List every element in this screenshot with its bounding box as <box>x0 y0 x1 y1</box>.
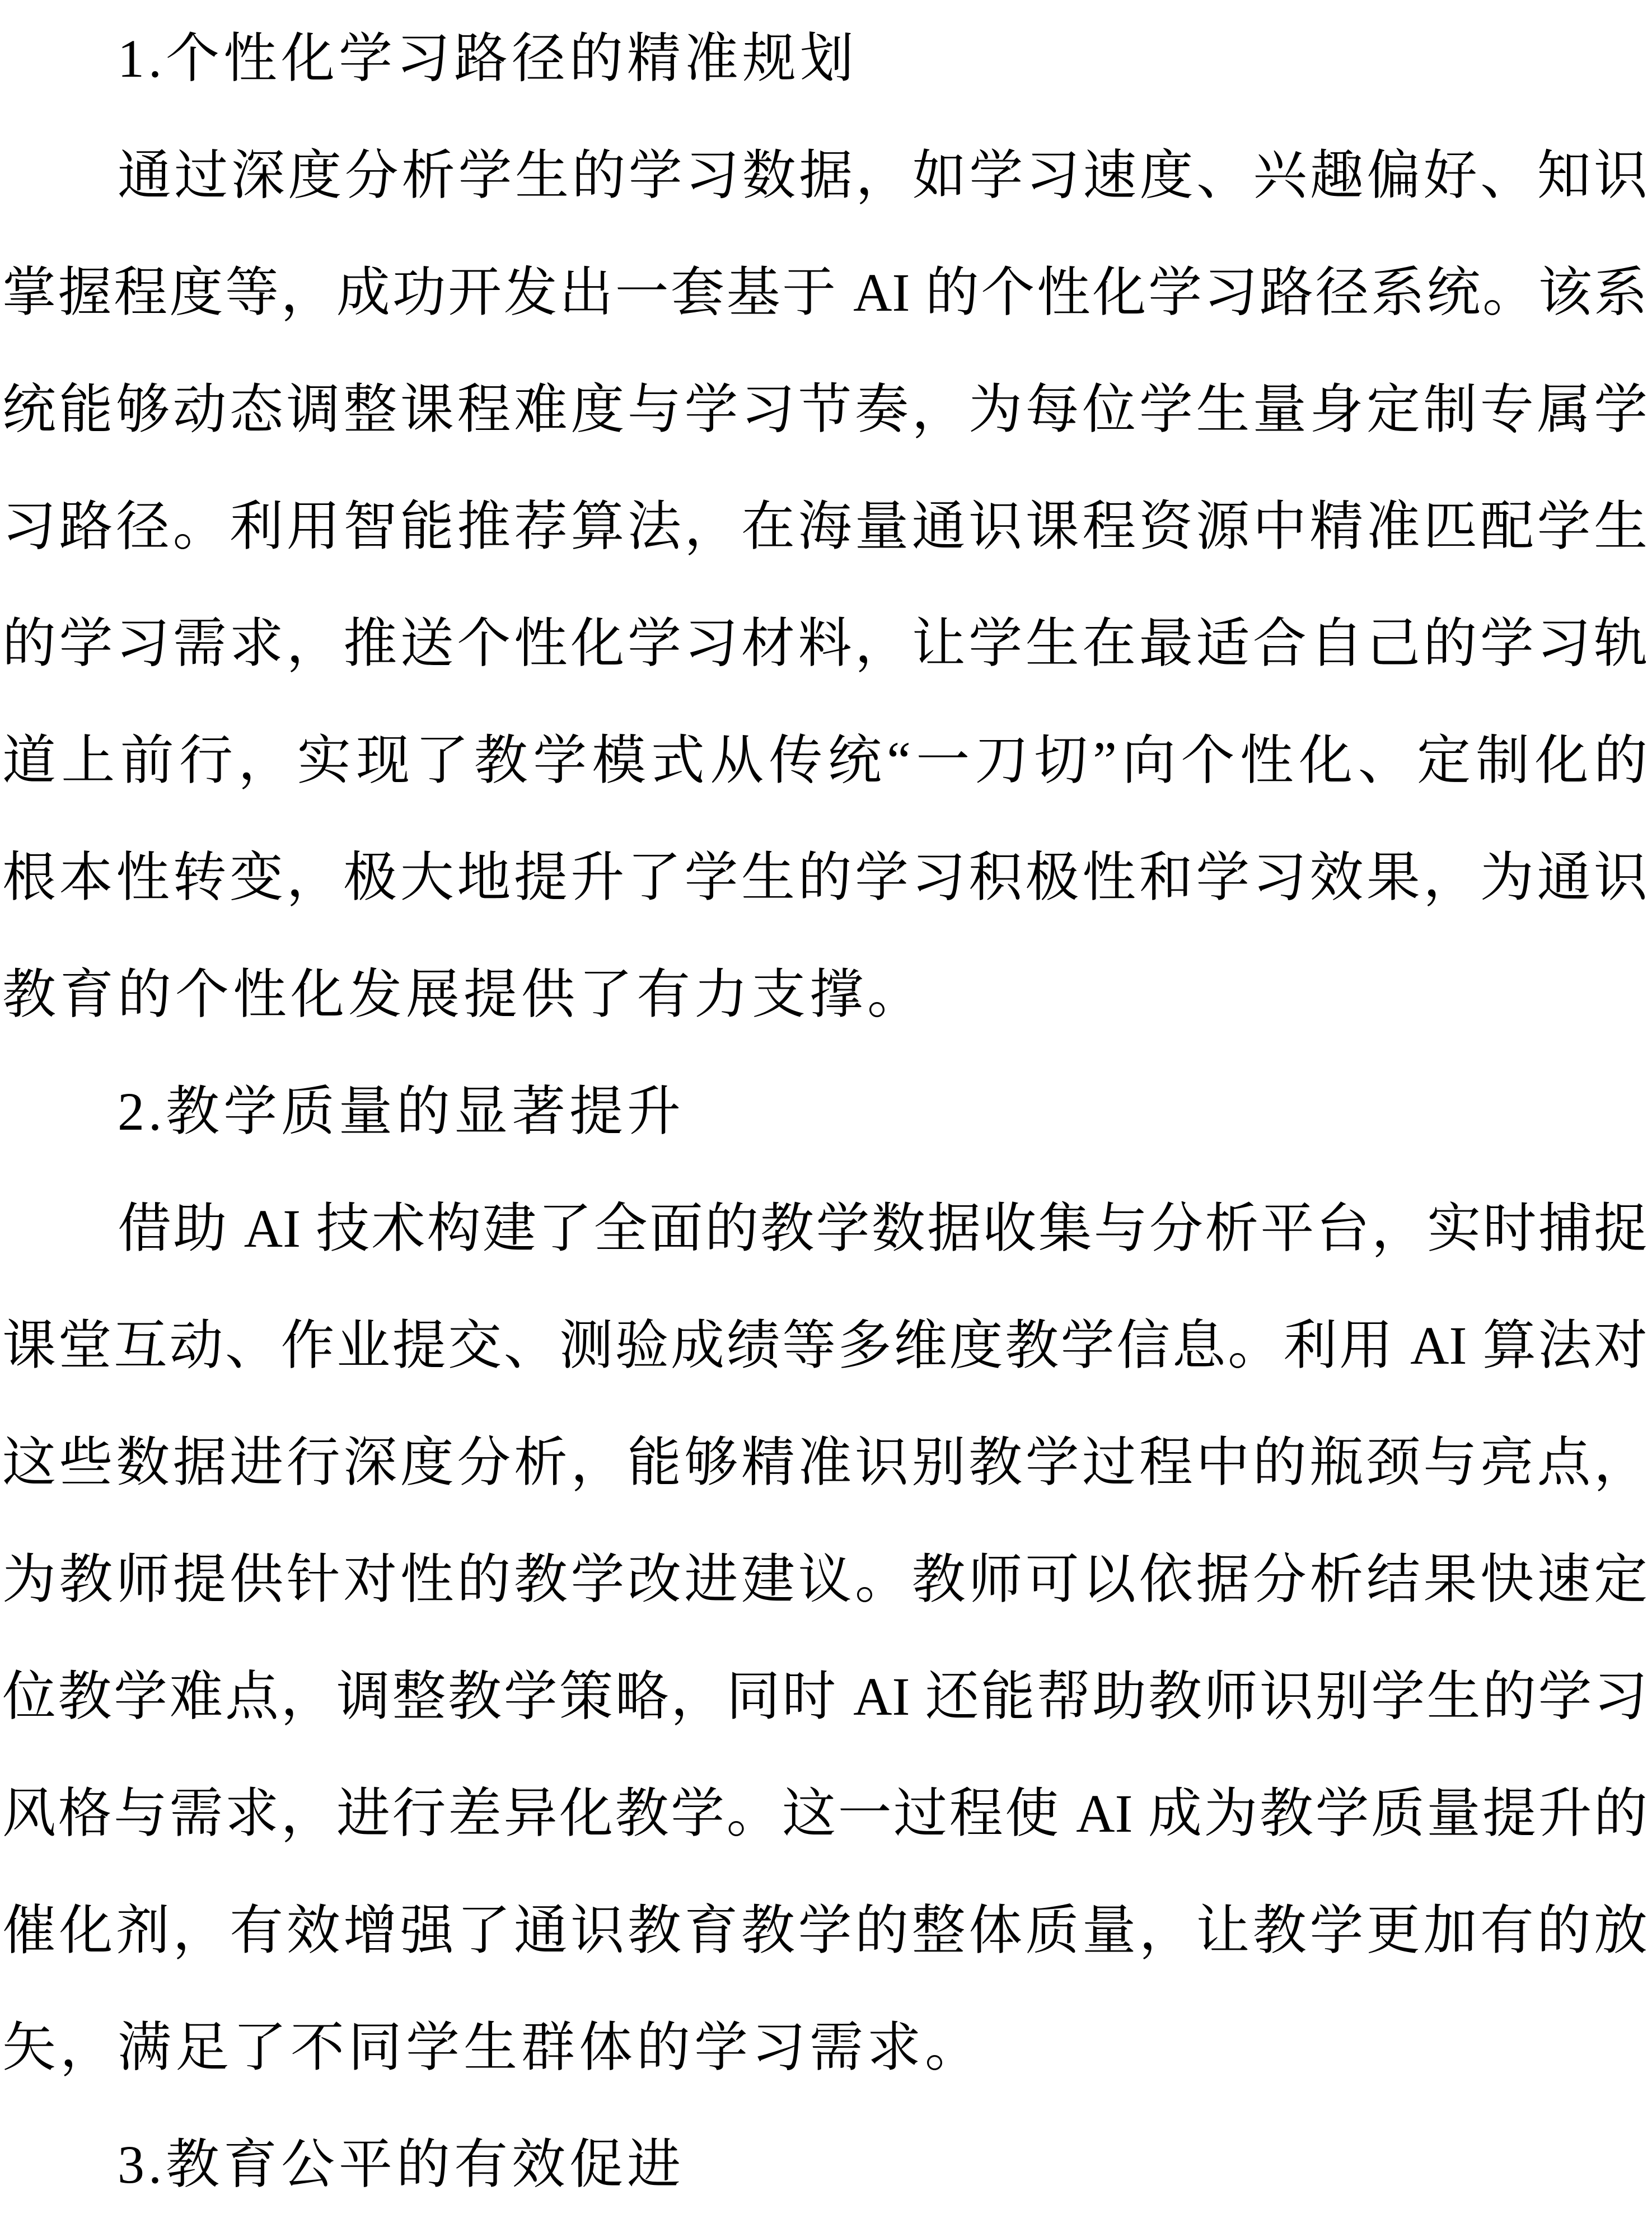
para-2-line-7: 催化剂，有效增强了通识教育教学的整体质量，让教学更加有的放 <box>2 1901 1648 1960</box>
para-1-line-2: 掌握程度等，成功开发出一套基于 AI 的个性化学习路径系统。该系 <box>2 263 1648 322</box>
heading-3: 3.教育公平的有效促进 <box>118 2135 685 2194</box>
para-1-line-4: 习路径。利用智能推荐算法，在海量通识课程资源中精准匹配学生 <box>2 497 1648 556</box>
heading-1: 1.个性化学习路径的精准规划 <box>118 29 858 88</box>
para-2-line-1: 借助 AI 技术构建了全面的教学数据收集与分析平台，实时捕捉 <box>118 1199 1648 1258</box>
para-2-line-5: 位教学难点，调整教学策略，同时 AI 还能帮助教师识别学生的学习 <box>2 1667 1648 1726</box>
para-1-line-1: 通过深度分析学生的学习数据，如学习速度、兴趣偏好、知识 <box>118 146 1648 205</box>
para-1-line-7: 根本性转变，极大地提升了学生的学习积极性和学习效果，为通识 <box>2 848 1648 907</box>
para-1-line-5: 的学习需求，推送个性化学习材料，让学生在最适合自己的学习轨 <box>2 614 1648 673</box>
para-2-line-4: 为教师提供针对性的教学改进建议。教师可以依据分析结果快速定 <box>2 1550 1648 1609</box>
para-1-line-6: 道上前行，实现了教学模式从传统“一刀切”向个性化、定制化的 <box>2 731 1648 790</box>
para-2-line-3: 这些数据进行深度分析，能够精准识别教学过程中的瓶颈与亮点， <box>2 1433 1648 1492</box>
para-2-line-2: 课堂互动、作业提交、测验成绩等多维度教学信息。利用 AI 算法对 <box>2 1316 1648 1375</box>
para-1-line-3: 统能够动态调整课程难度与学习节奏，为每位学生量身定制专属学 <box>2 380 1648 439</box>
para-2-line-8: 矢，满足了不同学生群体的学习需求。 <box>2 2018 982 2077</box>
heading-2: 2.教学质量的显著提升 <box>118 1082 685 1141</box>
para-2-line-6: 风格与需求，进行差异化教学。这一过程使 AI 成为教学质量提升的 <box>2 1784 1648 1843</box>
para-1-line-8: 教育的个性化发展提供了有力支撑。 <box>2 965 925 1024</box>
